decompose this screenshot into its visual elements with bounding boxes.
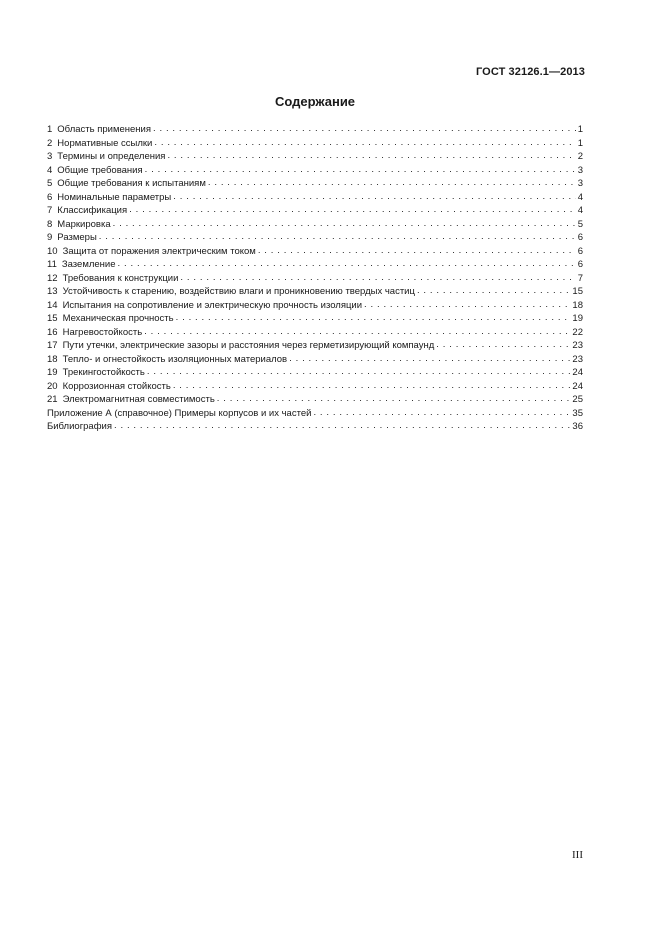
toc-entry-label: Приложение А (справочное) Примеры корпусов и их частей — [47, 407, 312, 419]
toc-entry-leader-dots — [217, 392, 571, 406]
toc-entry-page: 4 — [577, 191, 583, 203]
toc-entry-page: 5 — [577, 218, 583, 230]
toc-entry — [47, 164, 583, 178]
toc-entry — [47, 177, 583, 191]
toc-entry-label: Общие требования к испытаниям — [57, 178, 206, 189]
toc-entry-number: 1 — [47, 124, 53, 135]
toc-entry-label: Общие требования — [57, 164, 143, 176]
toc-entry-page: 35 — [572, 407, 583, 419]
toc-entry — [47, 299, 583, 313]
toc-entry-label: Тепло- и огнестойкость изоляционных материалов — [62, 353, 288, 365]
toc-entry-leader-dots — [118, 257, 576, 271]
toc-entry — [47, 272, 583, 286]
toc-entry — [47, 326, 583, 340]
toc-entry-label: Классификация — [57, 205, 128, 216]
toc-entry-page: 3 — [577, 178, 583, 189]
toc-entry-number: 17 — [47, 340, 58, 351]
toc-entry-number: 18 — [47, 353, 58, 365]
toc-entry-number: 20 — [47, 380, 58, 392]
toc-entry-page: 3 — [577, 164, 583, 176]
document-code: ГОСТ 32126.1—2013 — [475, 66, 585, 78]
toc-entry-number: 3 — [47, 151, 53, 162]
toc-entry-label: Пути утечки, электрические зазоры и расстояния через герметизирующий компаунд — [62, 340, 435, 351]
toc-entry-page: 19 — [572, 313, 583, 324]
toc-entry-leader-dots — [313, 406, 570, 420]
toc-entry-leader-dots — [173, 379, 571, 393]
toc-entry-number: 8 — [47, 218, 53, 230]
toc-entry-number: 10 — [47, 245, 58, 257]
toc-entry — [47, 339, 583, 353]
toc-entry-label: Требования к конструкции — [62, 272, 179, 284]
toc-entry-label: Размеры — [57, 232, 97, 243]
toc-entry-leader-dots — [417, 284, 570, 298]
toc-entry-number: 13 — [47, 286, 58, 297]
toc-entry-page: 15 — [572, 286, 583, 297]
toc-entry-leader-dots — [154, 136, 575, 150]
toc-entry-number: 9 — [47, 232, 53, 243]
toc-entry-label: Нагревостойкость — [62, 326, 143, 338]
toc-entry-page: 1 — [577, 124, 583, 135]
table-of-contents — [47, 123, 583, 434]
toc-entry — [47, 191, 583, 205]
toc-entry-label: Область применения — [57, 124, 151, 135]
toc-entry-leader-dots — [176, 311, 571, 325]
toc-entry-page: 6 — [577, 232, 583, 243]
toc-entry — [47, 245, 583, 259]
toc-entry-label: Электромагнитная совместимость — [62, 394, 215, 405]
toc-entry — [47, 420, 583, 434]
toc-entry-page: 4 — [577, 205, 583, 216]
toc-entry-label: Защита от поражения электрическим током — [62, 245, 256, 257]
toc-entry-leader-dots — [114, 419, 570, 433]
toc-entry — [47, 231, 583, 245]
toc-entry-leader-dots — [289, 352, 570, 366]
toc-entry-page: 23 — [572, 353, 583, 365]
toc-entry-label: Механическая прочность — [62, 313, 174, 324]
toc-entry-page: 25 — [572, 394, 583, 405]
toc-entry-leader-dots — [167, 149, 575, 163]
toc-entry-label: Номинальные параметры — [57, 191, 172, 203]
toc-entry-label: Библиография — [47, 421, 112, 432]
toc-entry-number: 5 — [47, 178, 53, 189]
toc-entry-page: 23 — [572, 340, 583, 351]
toc-entry — [47, 204, 583, 218]
toc-entry-label: Испытания на сопротивление и электрическую прочность изоляции — [62, 299, 363, 311]
toc-entry-leader-dots — [145, 163, 576, 177]
toc-entry — [47, 407, 583, 421]
toc-entry-label: Термины и определения — [57, 151, 166, 162]
toc-entry-leader-dots — [364, 298, 570, 312]
toc-entry — [47, 285, 583, 299]
toc-entry-number: 15 — [47, 313, 58, 324]
toc-entry-label: Нормативные ссылки — [57, 137, 153, 149]
toc-entry — [47, 258, 583, 272]
toc-entry-number: 12 — [47, 272, 58, 284]
toc-entry — [47, 393, 583, 407]
toc-entry-page: 7 — [577, 272, 583, 284]
toc-entry-label: Трекингостойкость — [62, 367, 145, 378]
toc-entry-leader-dots — [153, 122, 576, 136]
toc-entry — [47, 366, 583, 380]
toc-entry — [47, 353, 583, 367]
toc-entry-page: 6 — [577, 259, 583, 270]
toc-entry — [47, 218, 583, 232]
toc-entry-leader-dots — [144, 325, 570, 339]
toc-entry-label: Маркировка — [57, 218, 111, 230]
toc-entry-number: 19 — [47, 367, 58, 378]
toc-entry — [47, 123, 583, 137]
toc-entry — [47, 150, 583, 164]
toc-entry-number: 16 — [47, 326, 58, 338]
toc-entry — [47, 312, 583, 326]
toc-title: Содержание — [274, 94, 356, 109]
toc-entry-leader-dots — [258, 244, 576, 258]
toc-entry-leader-dots — [99, 230, 576, 244]
toc-entry-label: Коррозионная стойкость — [62, 380, 171, 392]
toc-entry-leader-dots — [173, 190, 575, 204]
toc-entry-number: 7 — [47, 205, 53, 216]
toc-entry-page: 36 — [572, 421, 583, 432]
toc-entry-leader-dots — [208, 176, 576, 190]
toc-entry-number: 21 — [47, 394, 58, 405]
toc-entry-leader-dots — [436, 338, 570, 352]
toc-entry-leader-dots — [180, 271, 575, 285]
toc-entry-number: 11 — [47, 259, 57, 270]
toc-entry-page: 22 — [572, 326, 583, 338]
toc-entry-leader-dots — [147, 365, 571, 379]
toc-entry-label: Заземление — [61, 259, 116, 270]
toc-entry-page: 6 — [577, 245, 583, 257]
toc-entry-page: 24 — [572, 380, 583, 392]
toc-entry — [47, 380, 583, 394]
toc-entry-page: 18 — [572, 299, 583, 311]
toc-entry-number: 4 — [47, 164, 53, 176]
toc-entry-page: 24 — [572, 367, 583, 378]
page-number: III — [572, 849, 583, 861]
toc-entry — [47, 137, 583, 151]
toc-entry-page: 2 — [577, 151, 583, 162]
toc-entry-number: 14 — [47, 299, 58, 311]
toc-entry-number: 2 — [47, 137, 53, 149]
toc-entry-leader-dots — [113, 217, 576, 231]
toc-entry-leader-dots — [129, 203, 576, 217]
toc-entry-number: 6 — [47, 191, 53, 203]
toc-entry-label: Устойчивость к старению, воздействию влаги и проникновению твердых частиц — [62, 286, 415, 297]
toc-entry-page: 1 — [577, 137, 583, 149]
